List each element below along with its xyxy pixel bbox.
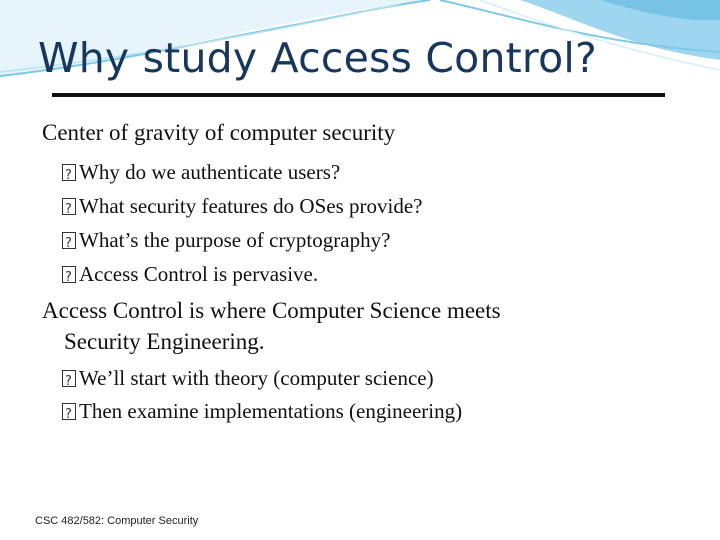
point-access-control-line1: Access Control is where Computer Science meets: [42, 298, 501, 323]
missing-glyph-icon: [62, 164, 76, 181]
point-center-of-gravity: Center of gravity of computer security: [42, 120, 396, 145]
missing-glyph-icon: [62, 198, 76, 215]
missing-glyph-icon: [62, 266, 76, 283]
list-item: ?Then examine implementations (engineering): [62, 397, 462, 425]
list-item: ?Why do we authenticate users?: [62, 158, 340, 186]
list-item: ?What security features do OSes provide?: [62, 192, 422, 220]
list-item: ?What’s the purpose of cryptography?: [62, 226, 390, 254]
missing-glyph-icon: [62, 403, 76, 420]
page-title: Why study Access Control?: [38, 34, 597, 82]
missing-glyph-icon: [62, 232, 76, 249]
list-item: ?We’ll start with theory (computer science): [62, 364, 434, 392]
list-item: ?Access Control is pervasive.: [62, 260, 318, 288]
point-access-control-line2: Security Engineering.: [64, 329, 265, 354]
slide-footer: CSC 482/582: Computer Security: [35, 515, 199, 527]
missing-glyph-icon: [62, 370, 76, 387]
title-divider: [52, 93, 665, 97]
